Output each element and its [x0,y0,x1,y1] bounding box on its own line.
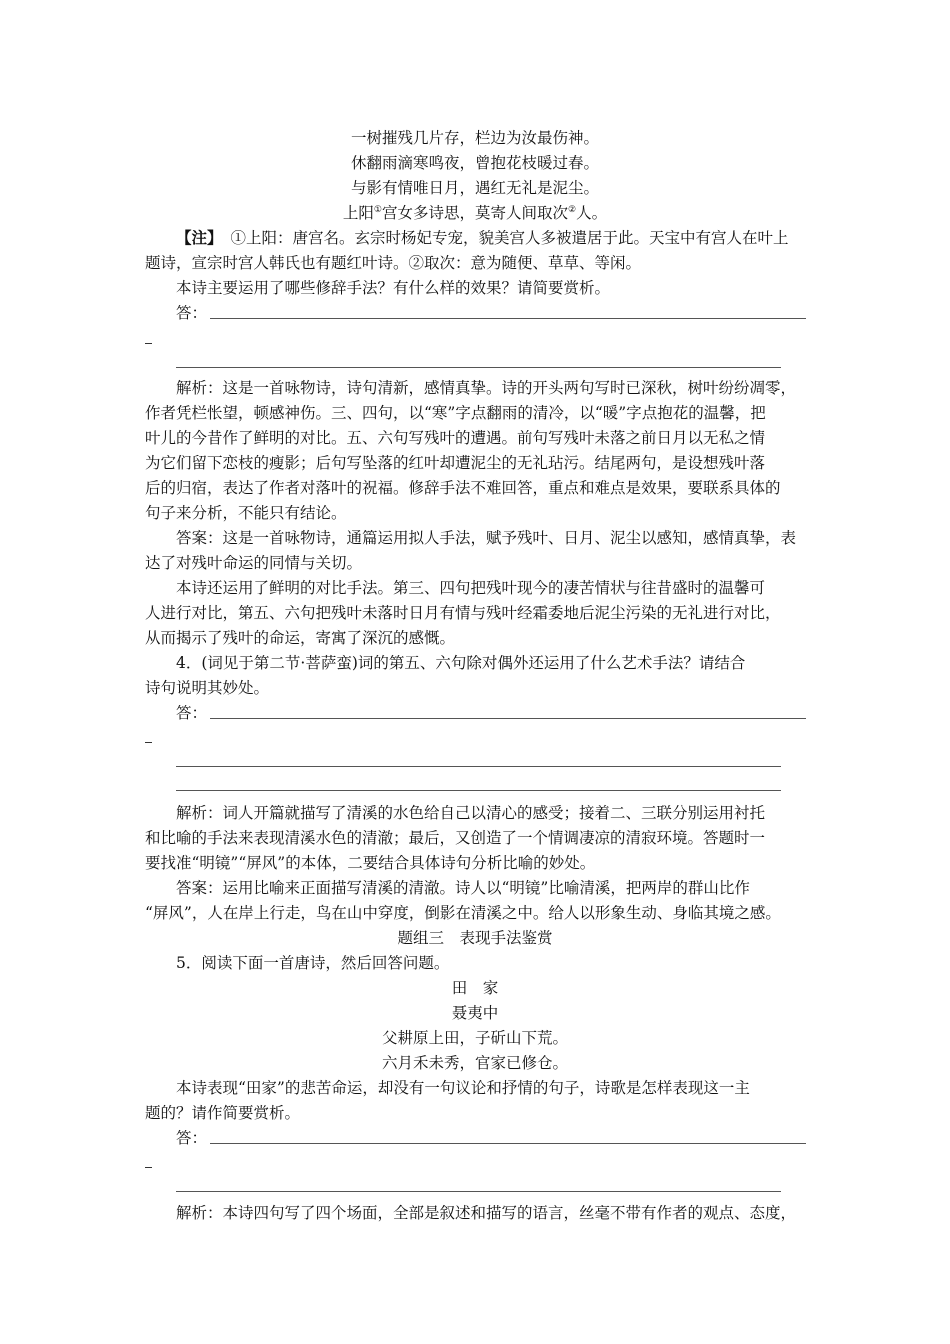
section-title: 题组三 表现手法鉴赏 [397,929,553,947]
poem-line: 休翻雨滴寒鸣夜，曾抱花枝暖过春。 [350,154,599,172]
poem-author: 聂夷中 [451,1004,499,1022]
analysis-line: 和比喻的手法来表现清溪水色的清澈；最后，又创造了一个情调凄凉的清寂环境。答题时一 [145,829,766,847]
answer-text: 答案：这是一首咏物诗，通篇运用拟人手法，赋予残叶、日月、泥尘以感知，感情真挚，表 [176,529,797,547]
answer-line [210,718,806,719]
question-text: 4．(词见于第二节·菩萨蛮)词的第五、六句除对偶外还运用了什么艺术手法？请结合 [176,654,746,672]
answer-text: 达了对残叶命运的同情与关切。 [145,554,363,572]
note-text: ①上阳：唐宫名。玄宗时杨妃专宠，貌美宫人多被遣居于此。天宝中有宫人在叶上 [230,229,789,247]
answer-text: 本诗还运用了鲜明的对比手法。第三、四句把残叶现今的凄苦情状与往昔盛时的温馨可 [176,579,766,597]
note-label: 【注】 [176,228,223,247]
poem-title: 田 家 [451,979,499,997]
question-intro: 5．阅读下面一首唐诗，然后回答问题。 [176,954,450,972]
analysis-line: 句子来分析，不能只有结论。 [145,504,347,522]
analysis-line: 解析：本诗四句写了四个场面，全部是叙述和描写的语言，丝毫不带有作者的观点、态度， [176,1204,797,1222]
analysis-line: 后的归宿，表达了作者对落叶的祝福。修辞手法不难回答，重点和难点是效果，要联系具体的 [145,479,781,497]
poem-text: 上阳 [342,204,374,222]
question-text: 本诗主要运用了哪些修辞手法？有什么样的效果？请简要赏析。 [176,279,611,297]
answer-line-dash [145,742,152,743]
analysis-line: 作者凭栏怅望，顿感神伤。三、四句，以“寒”字点翻雨的清冷，以“暖”字点抱花的温馨，把 [145,404,766,422]
poem-text: 宫女多诗思，莫寄人间取次 [381,204,568,222]
note-line [0,228,950,248]
answer-line [210,318,806,319]
answer-label: 答： [176,304,208,322]
answer-label: 答： [176,1129,208,1147]
question-text: 诗句说明其妙处。 [145,679,270,697]
answer-label: 答： [176,704,208,722]
analysis-line: 要找准“明镜”“屏风”的本体，二要结合具体诗句分析比喻的妙处。 [145,854,596,872]
answer-line [176,790,781,791]
analysis-line: 为它们留下恋枝的瘦影；后句写坠落的红叶却遭泥尘的无礼玷污。结尾两句，是设想残叶落 [145,454,766,472]
answer-text: “屏风”，人在岸上行走，鸟在山中穿度，倒影在清溪之中。给人以形象生动、身临其境之感。 [145,904,781,922]
note-mark: ② [568,204,577,215]
analysis-line: 解析：词人开篇就描写了清溪的水色给自己以清心的感受；接着二、三联分别运用衬托 [176,804,766,822]
poem-text: 人。 [576,204,608,222]
answer-line [210,1143,806,1144]
note-line: 题诗，宣宗时宫人韩氏也有题红叶诗。②取次：意为随便、草草、等闲。 [145,254,642,272]
answer-line [176,1191,781,1192]
answer-line-dash [145,1167,152,1168]
question-text: 本诗表现“田家”的悲苦命运，却没有一句议论和抒情的句子，诗歌是怎样表现这一主 [176,1079,750,1097]
answer-line-dash [145,343,152,344]
note-mark: ① [373,204,382,215]
answer-line [176,766,781,767]
poem-line: 与影有情唯日月，遇红无礼是泥尘。 [350,179,599,197]
analysis-line: 叶儿的今昔作了鲜明的对比。五、六句写残叶的遭遇。前句写残叶未落之前日月以无私之情 [145,429,766,447]
answer-text: 人进行对比，第五、六句把残叶未落时日月有情与残叶经霜委地后泥尘污染的无礼进行对比， [145,604,781,622]
question-text: 题的？请作简要赏析。 [145,1104,301,1122]
answer-text: 从而揭示了残叶的命运，寄寓了深沉的感慨。 [145,629,456,647]
answer-line [176,367,781,368]
poem-line: 一树摧残几片存，栏边为汝最伤神。 [350,129,599,147]
poem-line: 六月禾未秀，官家已修仓。 [381,1054,568,1072]
analysis-line: 解析：这是一首咏物诗，诗句清新，感情真挚。诗的开头两句写时已深秋，树叶纷纷凋零， [176,379,797,397]
poem-line-last [0,203,950,223]
poem-line: 父耕原上田，子斫山下荒。 [381,1029,568,1047]
answer-text: 答案：运用比喻来正面描写清溪的清澈。诗人以“明镜”比喻清溪，把两岸的群山比作 [176,879,750,897]
